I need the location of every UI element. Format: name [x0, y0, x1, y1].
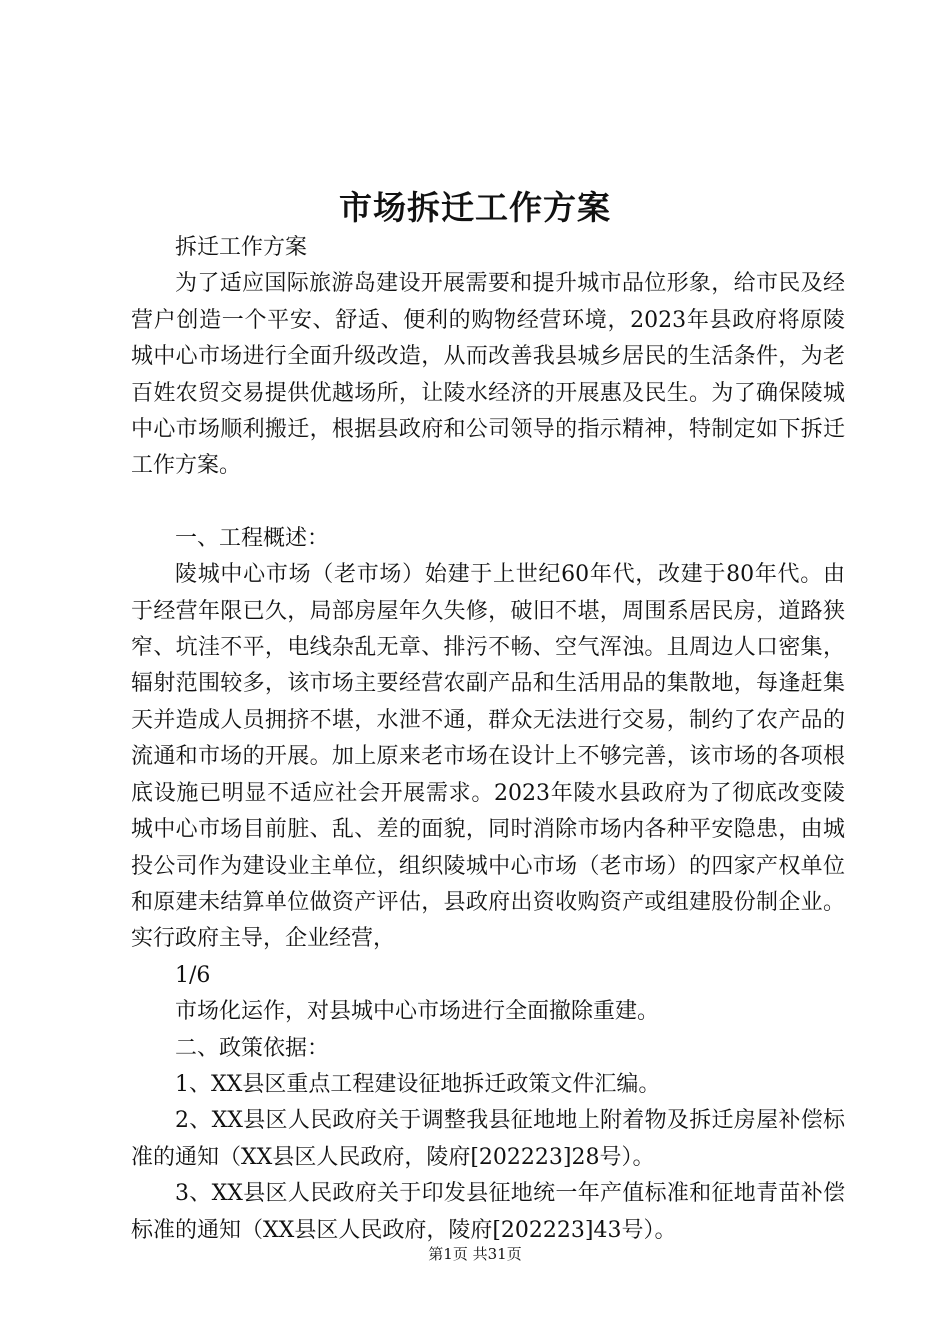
policy-item-3: 3、XX县区人民政府关于印发县征地统一年产值标准和征地青苗补偿标准的通知（XX县区人民政府，陵府[202223]43号）。	[131, 1181, 845, 1243]
policy-item-2: 2、XX县区人民政府关于调整我县征地地上附着物及拆迁房屋补偿标准的通知（XX县区人民政府，陵府[202223]28号）。	[131, 1108, 845, 1170]
section-heading-policy: 二、政策依据：	[175, 1035, 330, 1061]
paragraph-intro: 为了适应国际旅游岛建设开展需要和提升城市品位形象，给市民及经营户创造一个平安、舒适、便利的购物经营环境，2023年县政府将原陵城中心市场进行全面升级改造，从而改善我县城乡居民的生活条件，为老百姓农贸交易提供优越场所，让陵水经济的开展惠及民生。为了确保陵城中心市场顺利搬迁，根据县政府和公司领导的指示精神，特制定如下拆迁工作方案。	[131, 271, 845, 479]
document-body	[131, 230, 845, 1249]
document-title: 市场拆迁工作方案	[339, 188, 611, 227]
page-footer: 第1页 共31页	[428, 1245, 522, 1263]
paragraph-subtitle: 拆迁工作方案	[175, 235, 308, 260]
policy-item-1: 1、XX县区重点工程建设征地拆迁政策文件汇编。	[175, 1071, 661, 1097]
paragraph-spacer	[131, 485, 845, 521]
inline-page-marker: 1/6	[175, 962, 211, 988]
paragraph-overview: 陵城中心市场（老市场）始建于上世纪60年代，改建于80年代。由于经营年限已久，局部房屋年久失修，破旧不堪，周围系居民房，道路狭窄、坑洼不平，电线杂乱无章、排污不畅、空气浑浊。且周边人口密集，辐射范围较多，该市场主要经营农副产品和生活用品的集散地，每逢赶集天并造成人员拥挤不堪，水泄不通，群众无法进行交易，制约了农产品的流通和市场的开展。加上原来老市场在设计上不够完善，该市场的各项根底设施已明显不适应社会开展需求。2023年陵水县政府为了彻底改变陵城中心市场目前脏、乱、差的面貌，同时消除市场内各种平安隐患，由城投公司作为建设业主单位，组织陵城中心市场（老市场）的四家产权单位和原建未结算单位做资产评估，县政府出资收购资产或组建股份制企业。实行政府主导，企业经营，	[131, 562, 845, 952]
section-heading-overview: 一、工程概述：	[175, 525, 330, 551]
paragraph-overview-continued: 市场化运作，对县城中心市场进行全面撤除重建。	[175, 999, 660, 1025]
